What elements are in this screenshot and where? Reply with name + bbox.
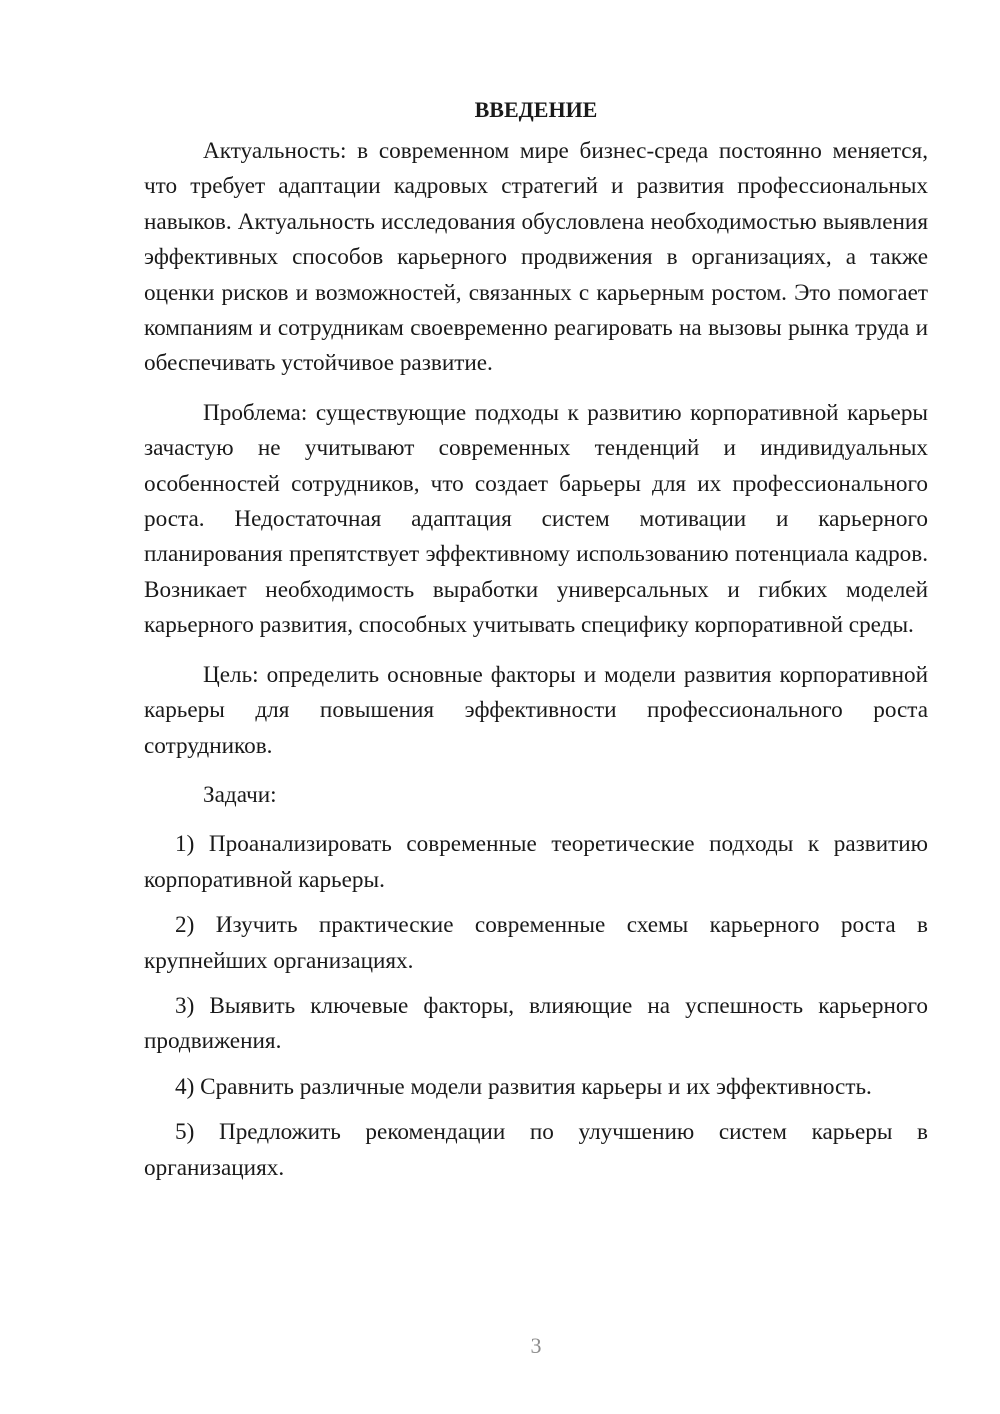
task-list bbox=[144, 827, 928, 1186]
problem-paragraph: Проблема: существующие подходы к развитию корпоративной карьеры зачастую не учитывают современных тенденций и индивидуальных особенностей сотрудников, что создает барьеры для их профессионального роста. Недостаточная адаптация систем мотивации и карьерного планирования препятствует эффективному использованию потенциала кадров. Возникает необходимость выработки универсальных и гибких моделей карьерного развития, способных учитывать специфику корпоративной среды. bbox=[144, 399, 928, 639]
task-item-2: 2) Изучить практические современные схемы карьерного роста в крупнейших организациях. bbox=[144, 912, 928, 974]
task-item-3: 3) Выявить ключевые факторы, влияющие на успешность карьерного продвижения. bbox=[144, 992, 928, 1055]
task-item-1: 1) Проанализировать современные теоретические подходы к развитию корпоративной карьеры. bbox=[144, 831, 928, 893]
task-item-4: 4) Сравнить различные модели развития карьеры и их эффективность. bbox=[175, 1073, 872, 1100]
page-content bbox=[144, 92, 928, 1196]
goal-paragraph: Цель: определить основные факторы и модели развития корпоративной карьеры для повышения эффективности профессионального роста сотрудников. bbox=[144, 661, 928, 759]
page-number: 3 bbox=[530, 1333, 542, 1358]
section-heading: ВВЕДЕНИЕ bbox=[474, 97, 598, 122]
task-item-5: 5) Предложить рекомендации по улучшению систем карьеры в организациях. bbox=[144, 1119, 928, 1181]
tasks-heading: Задачи: bbox=[203, 781, 277, 808]
relevance-paragraph: Актуальность: в современном мире бизнес-среда постоянно меняется, что требует адаптации кадровых стратегий и развития профессиональных навыков. Актуальность исследования обусловлена необходимостью выявления эффективных способов карьерного продвижения в организациях, а также оценки рисков и возможностей, связанных с карьерным ростом. Это помогает компаниям и сотрудникам своевременно реагировать на вызовы рынка труда и обеспечивать устойчивое развитие. bbox=[144, 138, 928, 377]
